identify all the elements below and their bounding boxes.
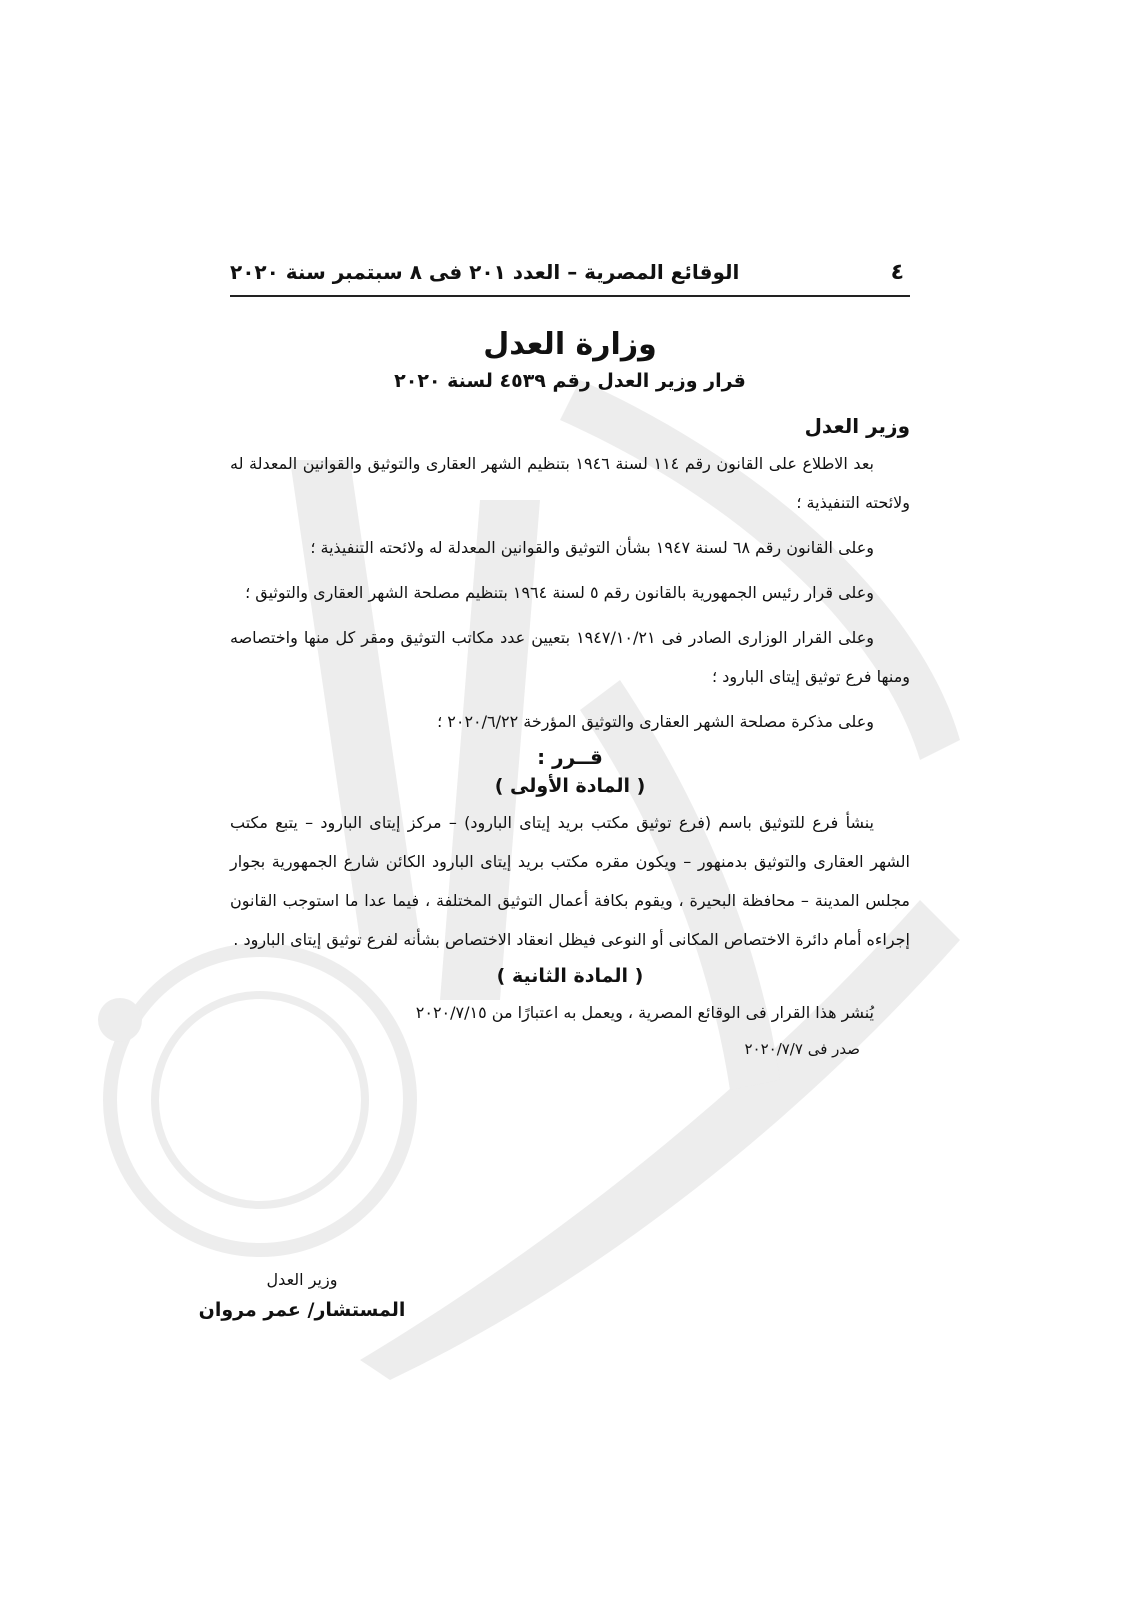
signatory-role: وزير العدل	[266, 1270, 338, 1289]
article-1-title: ( المادة الأولى )	[494, 775, 646, 797]
issue-date: صدر فى ٢٠٢٠/٧/٧	[744, 1040, 860, 1058]
minister-label: وزير العدل	[804, 414, 910, 438]
preamble-paragraph: وعلى مذكرة مصلحة الشهر العقارى والتوثيق المؤرخة ٢٠٢٠/٦/٢٢ ؛	[437, 712, 874, 731]
article-2-text: يُنشر هذا القرار فى الوقائع المصرية ، ويعمل به اعتبارًا من ٢٠٢٠/٧/١٥	[415, 1003, 874, 1022]
preamble-paragraph: بعد الاطلاع على القانون رقم ١١٤ لسنة ١٩٤٦ بتنظيم الشهر العقارى والتوثيق والقوانين المعدلة له ولائحته التنفيذية ؛	[230, 454, 910, 512]
preamble-paragraph: وعلى قرار رئيس الجمهورية بالقانون رقم ٥ لسنة ١٩٦٤ بتنظيم مصلحة الشهر العقارى والتوثيق ؛	[245, 583, 874, 602]
preamble-paragraph: وعلى القانون رقم ٦٨ لسنة ١٩٤٧ بشأن التوثيق والقوانين المعدلة له ولائحته التنفيذية ؛	[310, 538, 874, 557]
article-2-title: ( المادة الثانية )	[496, 965, 644, 987]
ministry-heading: وزارة العدل	[483, 327, 657, 362]
preamble-paragraph: وعلى القرار الوزارى الصادر فى ١٩٤٧/١٠/٢١ بتعيين عدد مكاتب التوثيق ومقر كل منها واختصاصه ومنها فرع توثيق إيتاى البارود ؛	[230, 628, 910, 686]
decided-heading: قــرر :	[537, 745, 603, 769]
decree-title: قرار وزير العدل رقم ٤٥٣٩ لسنة ٢٠٢٠	[394, 370, 746, 392]
signatory-name: المستشار/ عمر مروان	[198, 1299, 406, 1321]
article-1-text: ينشأ فرع للتوثيق باسم (فرع توثيق مكتب بريد إيتاى البارود) – مركز إيتاى البارود – يتبع مكتب الشهر العقارى والتوثيق بدمنهور – ويكون مقره مكتب بريد إيتاى البارود الكائن شارع الجمهورية بجوار مجلس المدينة – محافظة البحيرة ، ويقوم بكافة أعمال التوثيق المختلفة ، فيما عدا ما استوجب القانون إجراءه أمام دائرة الاختصاص المكانى أو النوعى فيظل انعقاد الاختصاص بشأنه لفرع توثيق إيتاى البارود .	[230, 813, 910, 949]
page-header	[230, 240, 910, 297]
gazette-page	[230, 240, 910, 1058]
gazette-issue-line: الوقائع المصرية – العدد ٢٠١ فى ٨ سبتمبر سنة ٢٠٢٠	[230, 260, 740, 284]
page-number: ٤	[890, 260, 904, 285]
signature-block	[192, 1270, 412, 1321]
